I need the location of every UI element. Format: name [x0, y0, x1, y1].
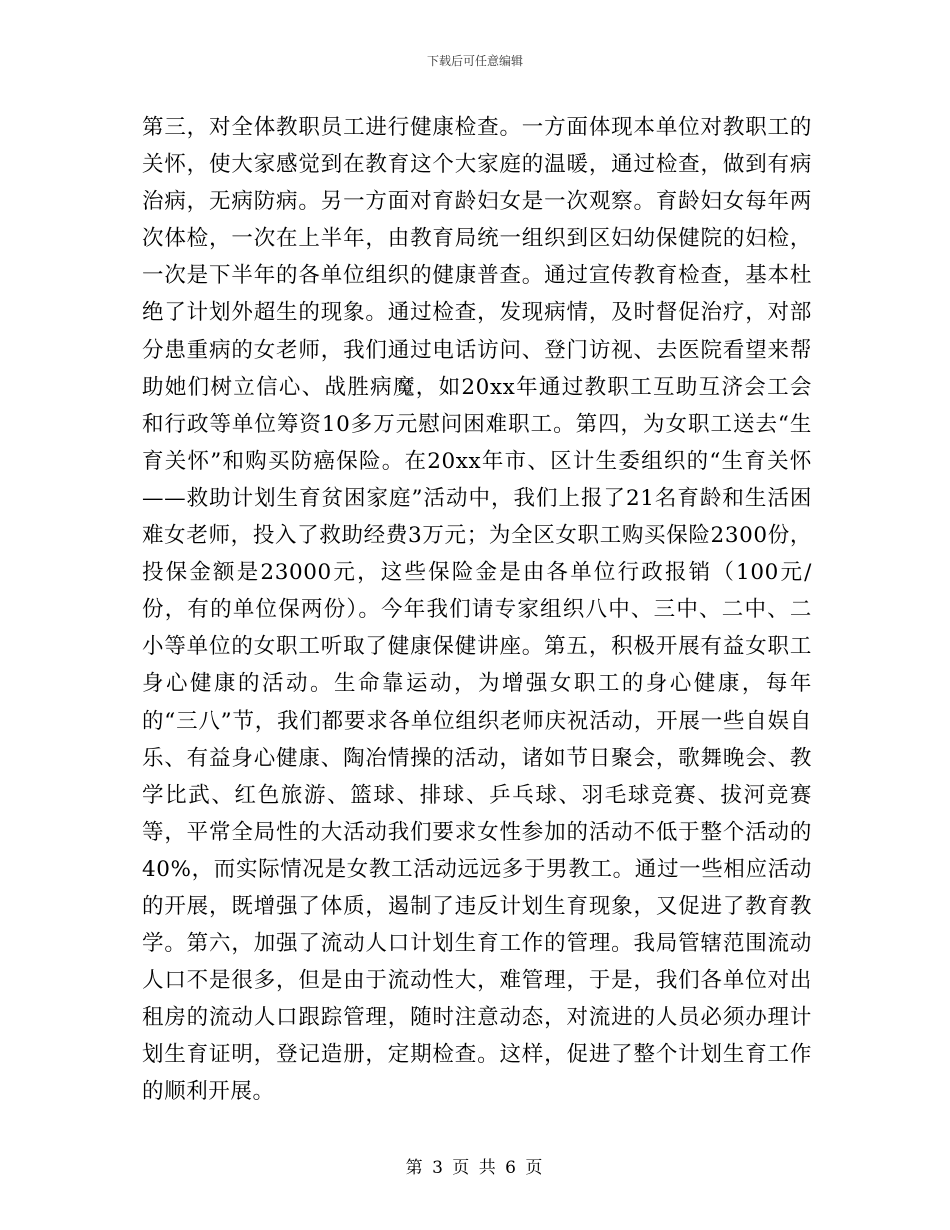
page-number-footer: 第 3 页 共 6 页 — [405, 1158, 545, 1178]
body-paragraph: 第三，对全体教职员工进行健康检查。一方面体现本单位对教职工的关怀，使大家感觉到在教育这个大家庭的温暖，通过检查，做到有病治病，无病防病。另一方面对育龄妇女是一次观察。育龄妇女每年两次体检，一次在上半年，由教育局统一组织到区妇幼保健院的妇检，一次是下半年的各单位组织的健康普查。通过宣传教育检查，基本杜绝了计划外超生的现象。通过检查，发现病情，及时督促治疗，对部分患重病的女老师，我们通过电话访问、登门访视、去医院看望来帮助她们树立信心、战胜病魔，如20xx年通过教职工互助互济会工会和行政等单位筹资10多万元慰问困难职工。第四，为女职工送去“生育关怀”和购买防癌保险。在20xx年市、区计生委组织的“生育关怀——救助计划生育贫困家庭”活动中，我们上报了21名育龄和生活困难女老师，投入了救助经费3万元；为全区女职工购买保险2300份，投保金额是23000元，这些保险金是由各单位行政报销（100元/份，有的单位保两份）。今年我们请专家组织八中、三中、二中、二小等单位的女职工听取了健康保健讲座。第五，积极开展有益女职工身心健康的活动。生命靠运动，为增强女职工的身心健康，每年的“三八”节，我们都要求各单位组织老师庆祝活动，开展一些自娱自乐、有益身心健康、陶冶情操的活动，诸如节日聚会，歌舞晚会、教学比武、红色旅游、篮球、排球、乒乓球、羽毛球竞赛、拔河竞赛等，平常全局性的大活动我们要求女性参加的活动不低于整个活动的40%，而实际情况是女教工活动远远多于男教工。通过一些相应活动的开展，既增强了体质，遏制了违反计划生育现象，又促进了教育教学。第六，加强了流动人口计划生育工作的管理。我局管辖范围流动人口不是很多，但是由于流动性大，难管理，于是，我们各单位对出租房的流动人口跟踪管理，随时注意动态，对流进的人员必须办理计划生育证明，登记造册，定期检查。这样，促进了整个计划生育工作的顺利开展。 — [142, 115, 812, 1105]
page-header-note: 下载后可任意编辑 — [426, 54, 523, 68]
